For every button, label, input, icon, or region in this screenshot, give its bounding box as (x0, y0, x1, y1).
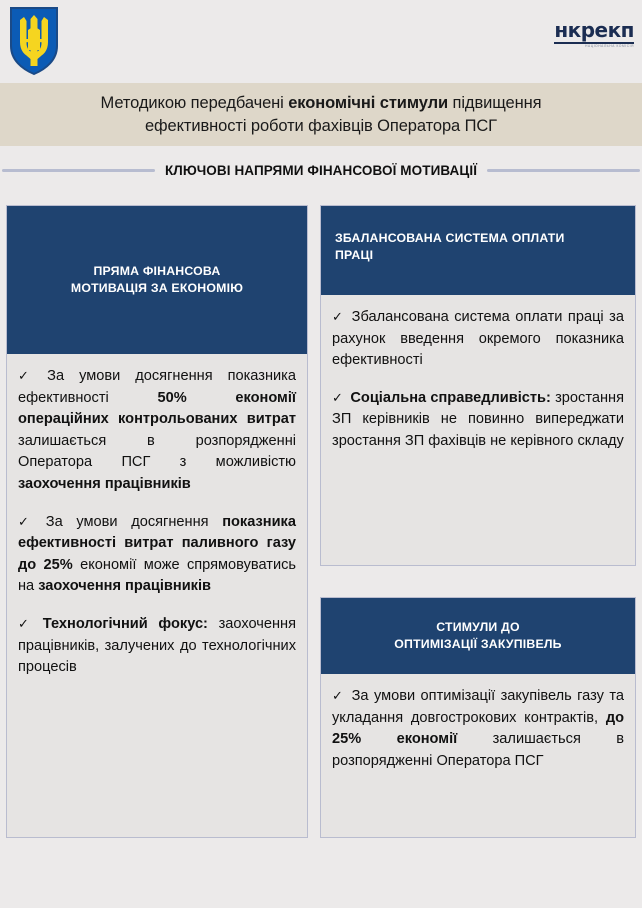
bullet-text: За умови досягнення (45, 513, 223, 530)
bullet-text: залишається в розпорядженні Оператора ПСГ з можливістю (18, 432, 296, 471)
title-line1-bold: економічні стимули (288, 94, 449, 113)
checkmark-icon: ✓ (18, 368, 40, 383)
card-body-procurement-incentives (321, 674, 635, 837)
nkrekp-logo-word: нкрекп (554, 18, 634, 42)
checkmark-icon: ✓ (332, 309, 345, 324)
nkrekp-logo-subtext: НАЦІОНАЛЬНА КОМІСІЯ (585, 44, 634, 48)
nkrekp-logo (554, 20, 634, 48)
card-title-balanced-salary-system (335, 230, 621, 263)
card-header-balanced-salary-system (321, 206, 635, 295)
bullet-emphasis: показника ефективності витрат паливного газу до 25% (18, 513, 296, 573)
top-bar (0, 0, 642, 83)
bullet-text: зростання ЗП керівників не повинно випереджати зростання ЗП фахівців не керівного складу (332, 389, 624, 449)
list-item (332, 307, 624, 372)
list-item (332, 388, 624, 453)
card-title-procurement-incentives (335, 619, 621, 652)
title-banner (0, 83, 642, 146)
card-title-line2: ПРАЦІ (335, 247, 374, 262)
checkmark-icon: ✓ (18, 615, 36, 631)
checkmark-icon: ✓ (332, 389, 344, 405)
bullet-emphasis: Технологічний фокус: (42, 615, 208, 632)
checkmark-icon: ✓ (332, 688, 345, 703)
bullet-emphasis: заохочення працівників (38, 578, 212, 595)
card-balanced-salary-system (320, 205, 636, 566)
bullet-emphasis: до 25% економії (332, 709, 624, 748)
list-item (18, 366, 296, 496)
bullet-emphasis: Соціальна справедливість: (350, 389, 551, 406)
card-title-line2: ОПТИМІЗАЦІЇ ЗАКУПІВЕЛЬ (394, 637, 562, 651)
bullet-text: Збалансована система оплати праці за рахунок введення окремого показника ефективності (332, 309, 624, 369)
bullet-text: залишається в розпорядженні Оператора ПСГ (332, 731, 624, 769)
list-item (18, 512, 296, 598)
bullet-emphasis: 50% економії операційних контрольованих витрат (18, 389, 296, 428)
card-title-direct-financial-motivation (21, 263, 293, 296)
card-title-line1: ЗБАЛАНСОВАНА СИСТЕМА ОПЛАТИ (335, 231, 565, 245)
card-title-line1: ПРЯМА ФІНАНСОВА (93, 264, 221, 279)
bullet-emphasis: заохочення працівників (18, 475, 191, 492)
card-procurement-incentives (320, 597, 636, 838)
card-title-line2: МОТИВАЦІЯ ЗА ЕКОНОМІЮ (70, 281, 244, 295)
section-subtitle: КЛЮЧОВІ НАПРЯМИ ФІНАНСОВОЇ МОТИВАЦІЇ (164, 162, 478, 178)
divider-right (487, 169, 640, 172)
checkmark-icon: ✓ (18, 513, 39, 529)
list-item (18, 614, 296, 679)
bullet-text: заохочення працівників, залучених до технологічних процесів (18, 615, 296, 676)
title-line1-after: підвищення (448, 94, 542, 113)
card-body-direct-financial-motivation (7, 354, 307, 837)
page-title (77, 92, 566, 137)
bullet-text: За умови досягнення показника ефективності (18, 368, 296, 406)
bullet-text: За умови оптимізації закупівель газу та укладання довгострокових контрактів, (332, 688, 624, 726)
card-title-line1: СТИМУЛИ ДО (436, 620, 520, 635)
card-header-procurement-incentives (321, 598, 635, 674)
card-header-direct-financial-motivation (7, 206, 307, 354)
list-item (332, 686, 624, 772)
card-body-balanced-salary-system (321, 295, 635, 565)
title-line1-before: Методикою передбачені (100, 94, 289, 113)
bullet-text: економії може спрямовуватись на (18, 556, 296, 595)
title-line2: ефективності роботи фахівців Оператора ПСГ (144, 116, 497, 135)
card-direct-financial-motivation (6, 205, 308, 838)
section-subtitle-row (0, 152, 642, 188)
ukraine-coat-of-arms-icon (8, 6, 60, 76)
divider-left (2, 169, 155, 172)
